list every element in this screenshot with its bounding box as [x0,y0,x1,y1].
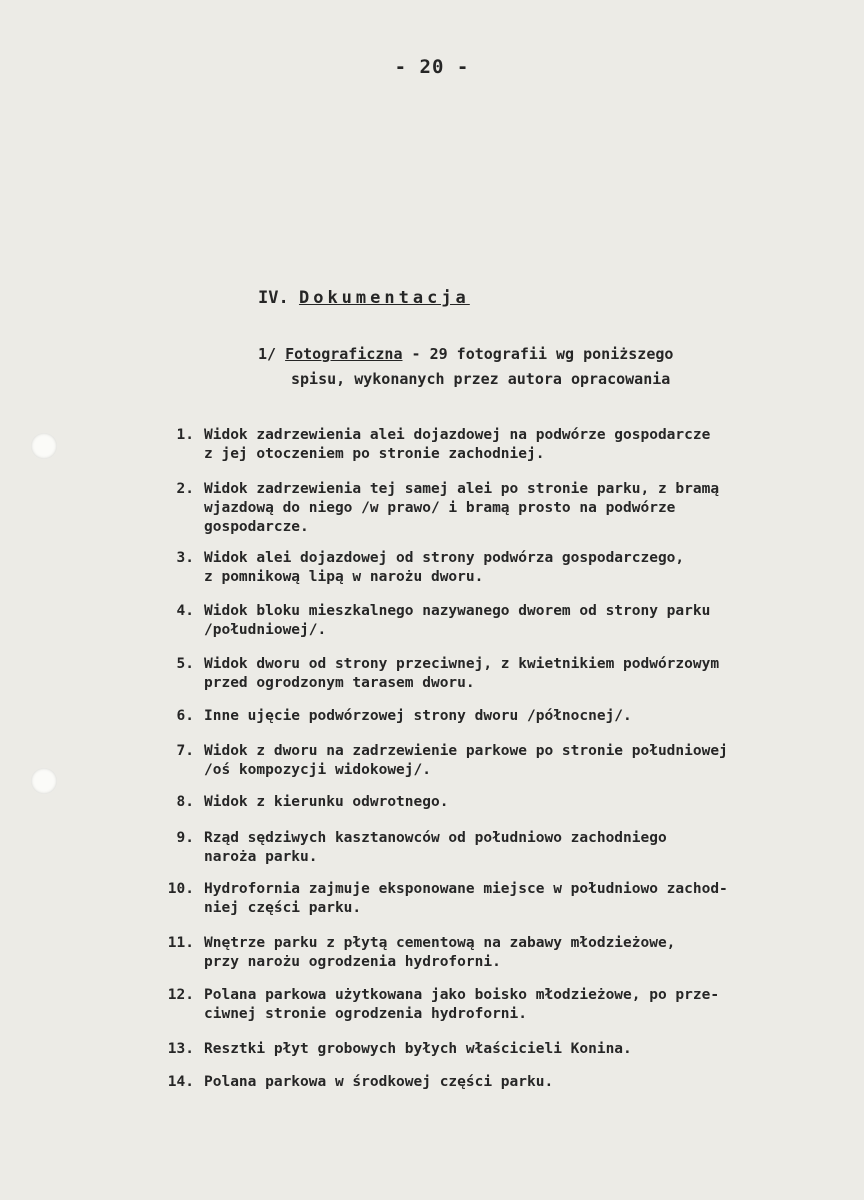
subsection-label: 1/ [258,345,277,363]
list-item-text [204,793,844,812]
list-item-number: 13. [167,1041,194,1057]
section-title: Dokumentacja [298,288,470,308]
list-item-number: 8. [176,794,194,810]
list-item-text [204,426,844,464]
list-item-text [204,880,844,918]
list-item-text [204,986,844,1024]
list-item-line: Inne ujęcie podwórzowej strony dworu /północnej/. [204,708,632,724]
list-item-text [204,480,844,537]
list-item-text [204,549,844,587]
list-item-line: Widok bloku mieszkalnego nazywanego dworem od strony parku [204,603,711,619]
list-item-number: 7. [176,743,194,759]
subsection-title: Fotograficzna [285,345,403,363]
list-item-text [204,655,844,693]
list-item-line: Widok z kierunku odwrotnego. [204,794,449,810]
list-item-line: Wnętrze parku z płytą cementową na zabawy młodzieżowe, [204,935,676,951]
list-item-line: /południowej/. [204,622,327,638]
list-item-line: /oś kompozycji widokowej/. [204,762,431,778]
list-item-number: 12. [167,987,194,1003]
subsection-text: - 29 fotografii wg poniższego [402,345,674,363]
list-item-line: naroża parku. [204,849,318,865]
list-item-line: Resztki płyt grobowych byłych właścicieli Konina. [204,1041,632,1057]
list-item-line: Widok zadrzewienia alei dojazdowej na podwórze gospodarcze [204,427,711,443]
list-item-text [204,1040,844,1059]
list-item-line: Polana parkowa w środkowej części parku. [204,1074,554,1090]
list-item-text [204,742,844,780]
list-item-number: 4. [176,603,194,619]
list-item-line: Rząd sędziwych kasztanowców od południowo zachodniego [204,830,667,846]
list-item-text [204,1073,844,1092]
list-item-number: 3. [176,550,194,566]
list-item-line: gospodarcze. [204,519,309,535]
list-item-text [204,602,844,640]
list-item-line: ciwnej stronie ogrodzenia hydroforni. [204,1006,528,1022]
list-item-text [204,707,844,726]
list-item-line: przed ogrodzonym tarasem dworu. [204,675,475,691]
list-item-number: 14. [167,1074,194,1090]
list-item-line: Hydrofornia zajmuje eksponowane miejsce w południowo zachod- [204,881,728,897]
list-item-number: 9. [176,830,194,846]
punch-hole [31,433,57,459]
list-item-number: 6. [176,708,194,724]
list-item-line: Widok dworu od strony przeciwnej, z kwietnikiem podwórzowym [204,656,720,672]
list-item-number: 5. [176,656,194,672]
list-item-line: z jej otoczeniem po stronie zachodniej. [204,446,545,462]
list-item-number: 2. [176,481,194,497]
list-item-line: Widok alei dojazdowej od strony podwórza gospodarczego, [204,550,685,566]
section-numeral: IV. [258,288,289,308]
list-item-text [204,829,844,867]
list-item-line: niej części parku. [204,900,362,916]
list-item-number: 10. [167,881,194,897]
list-item-number: 1. [176,427,194,443]
list-item-line: Widok z dworu na zadrzewienie parkowe po stronie południowej [204,743,728,759]
subsection-text-continued: spisu, wykonanych przez autora opracowania [291,370,671,388]
list-item-line: wjazdową do niego /w prawo/ i bramą prosto na podwórze [204,500,676,516]
subsection [258,342,778,392]
list-item-line: Polana parkowa użytkowana jako boisko młodzieżowe, po prze- [204,987,720,1003]
list-item-line: przy narożu ogrodzenia hydroforni. [204,954,501,970]
list-item-text [204,934,844,972]
punch-hole [31,768,57,794]
list-item-line: Widok zadrzewienia tej samej alei po stronie parku, z bramą [204,481,720,497]
list-item-number: 11. [167,935,194,951]
list-item-line: z pomnikową lipą w narożu dworu. [204,569,484,585]
section-heading [258,288,470,308]
page-number: - 20 - [394,56,470,78]
